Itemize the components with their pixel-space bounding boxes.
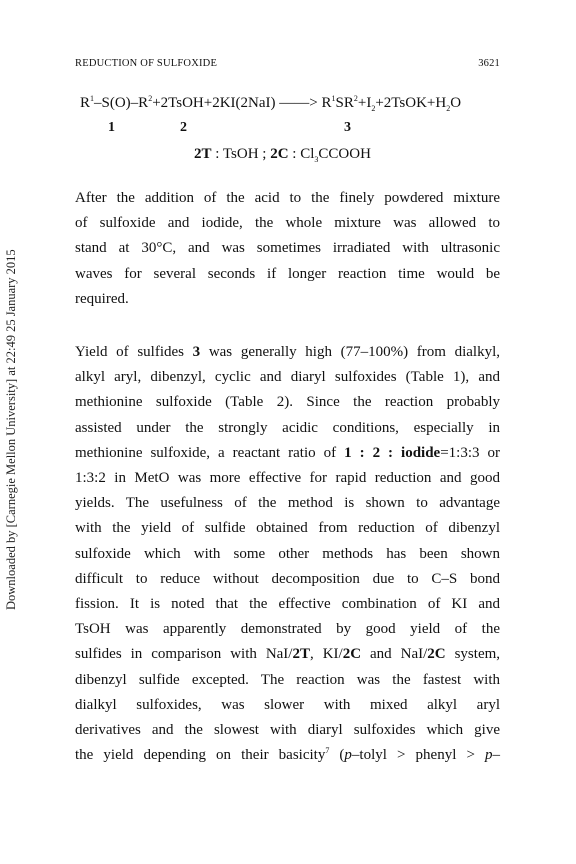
eq-part: SR	[335, 95, 354, 111]
legend-text: : TsOH ;	[211, 146, 271, 162]
text-line: waves for several seconds if longer reaction time would be	[75, 265, 500, 282]
eq-part: –S(O)–R	[94, 95, 149, 111]
reaction-equation: $R^1-S(O)-R^2+2TsOH+2KI(2NaI)$ ——> $R^1SR^2+I_2+2TsOK+H_2O$	[80, 94, 462, 113]
acid-legend	[194, 146, 371, 164]
text-line: derivatives and the slowest with diaryl sulfoxides which give	[75, 722, 500, 739]
text-line: 1:3:2 in MetO was more effective for rapid reduction and good	[75, 470, 500, 487]
text-line: yields. The usefulness of the method is shown to advantage	[75, 495, 500, 512]
legend-subscript: 3	[314, 155, 319, 164]
text-line: difficult to reduce without decomposition due to C–S bond	[75, 570, 500, 587]
eq-subscript: 2	[371, 104, 376, 113]
page-number: 3621	[478, 58, 500, 69]
download-watermark: Downloaded by [Carnegie Mellon University] at 22:49 25 January 2015	[4, 249, 18, 611]
compound-number-1: 1	[108, 120, 115, 135]
paragraph-results	[75, 340, 500, 768]
eq-superscript: 1	[331, 94, 336, 103]
text-line: After the addition of the acid to the finely powdered mixture	[75, 190, 500, 206]
text-line: sulfoxide which with some other methods has been shown	[75, 545, 500, 562]
eq-part: O	[450, 95, 462, 111]
text-line: methionine sulfoxide (Table 2). Since the reaction probably	[75, 394, 500, 411]
compound-number-2: 2	[180, 120, 187, 135]
text-line: of sulfoxide and iodide, the whole mixture was allowed to	[75, 215, 500, 232]
legend-label: 2T	[194, 146, 212, 162]
eq-part: +I	[357, 95, 372, 111]
eq-superscript: 2	[353, 94, 358, 103]
text-line: dialkyl sulfoxides, was slower with mixed alkyl aryl	[75, 696, 500, 713]
text-line: the yield depending on their basicity$^7$ (p–tolyl > phenyl > p–	[75, 746, 500, 764]
header-title: REDUCTION OF SULFOXIDE	[75, 58, 218, 69]
eq-part: +2TsOK+H	[375, 95, 447, 111]
legend-text: CCOOH	[318, 146, 371, 162]
text-line: TsOH was apparently demonstrated by good yield of the	[75, 621, 500, 638]
compound-number-3: 3	[344, 120, 351, 135]
legend-text: : Cl	[288, 146, 315, 162]
text-line: alkyl aryl, dibenzyl, cyclic and diaryl sulfoxides (Table 1), and	[75, 369, 500, 386]
eq-subscript: 2	[446, 104, 451, 113]
text-line: Yield of sulfides 3 was generally high (77–100%) from dialkyl,	[75, 344, 500, 360]
eq-superscript: 1	[90, 94, 95, 103]
text-line: with the yield of sulfide obtained from reduction of dibenzyl	[75, 520, 500, 537]
text-line: sulfides in comparison with NaI/2T, KI/2C and NaI/2C system,	[75, 646, 501, 663]
eq-superscript: 2	[148, 94, 153, 103]
text-line: stand at 30°C, and was sometimes irradiated with ultrasonic	[75, 240, 500, 257]
text-line: required.	[75, 290, 129, 307]
text-line: dibenzyl sulfide excepted. The reaction was the fastest with	[75, 671, 500, 688]
legend-label: 2C	[270, 146, 289, 162]
eq-part: +2TsOH+2KI(2NaI) ——> R	[152, 95, 332, 111]
text-line: fission. It is noted that the effective combination of KI and	[75, 596, 500, 613]
text-line: assisted under the strongly acidic conditions, especially in	[75, 419, 500, 436]
running-header	[75, 58, 500, 69]
paragraph-procedure	[75, 186, 500, 312]
text-line: methionine sulfoxide, a reactant ratio of 1 : 2 : iodide=1:3:3 or	[75, 444, 500, 461]
